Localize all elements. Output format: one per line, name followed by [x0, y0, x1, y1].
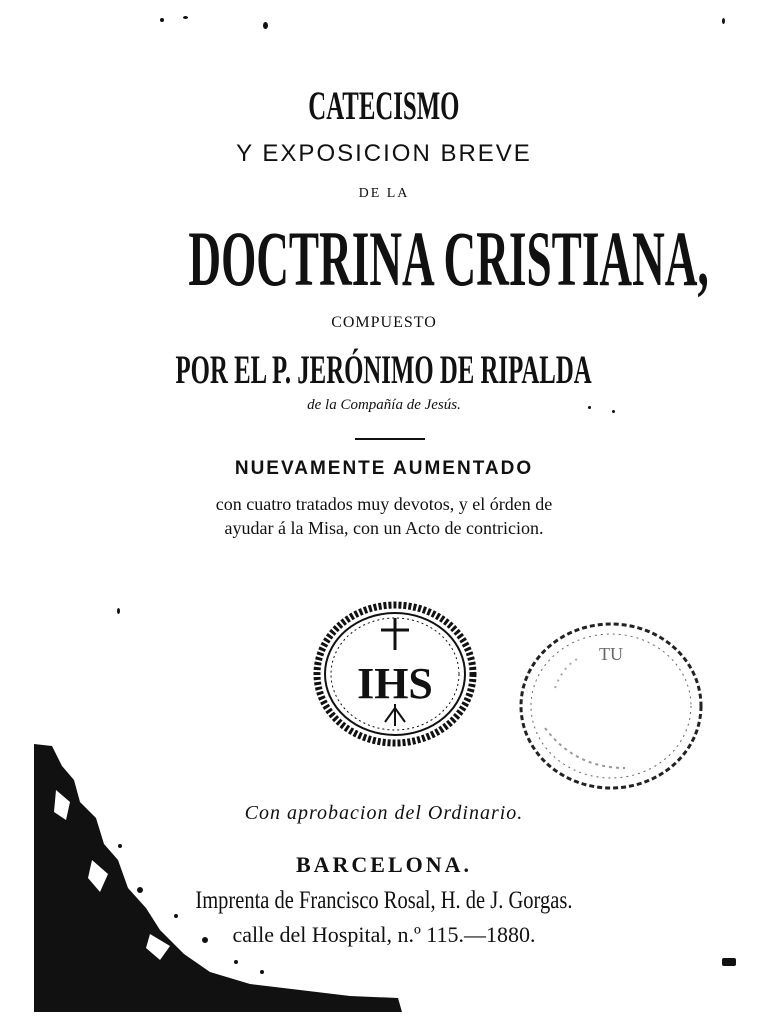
divider-rule	[355, 438, 425, 440]
title-de-la: DE LA	[358, 186, 410, 201]
author-name: POR EL P. JERÓNIMO DE RIPALDA	[175, 347, 593, 392]
author-compuesto: COMPUESTO	[331, 314, 437, 331]
author-affiliation: de la Compañía de Jesús.	[307, 397, 461, 413]
title-doctrina-cristiana: DOCTRINA CRISTIANA,	[188, 215, 709, 302]
imprint-address: calle del Hospital, n.º 115.—1880.	[232, 922, 536, 947]
seal-monogram: IHS	[357, 659, 433, 708]
scan-speck	[263, 22, 268, 29]
stamp-text: TU	[599, 644, 623, 664]
scan-speck	[117, 608, 120, 614]
scan-speck	[722, 958, 736, 966]
subtitle-line-2: ayudar á la Misa, con un Acto de contricion.	[224, 518, 544, 538]
subtitle-line-1: con cuatro tratados muy devotos, y el órden de	[215, 494, 553, 514]
library-stamp-icon	[515, 618, 707, 794]
scan-speck	[722, 18, 725, 24]
subtitle-heading: NUEVAMENTE AUMENTADO	[234, 458, 534, 479]
scan-speck	[160, 18, 164, 22]
page-damage-edge	[0, 740, 420, 1024]
approval-note: Con aprobacion del Ordinario.	[244, 802, 524, 824]
imprint-city: BARCELONA.	[295, 852, 473, 877]
title-exposicion-breve: Y EXPOSICION BREVE	[236, 140, 532, 167]
ihs-monogram-icon	[312, 600, 478, 748]
imprint-printer: Imprenta de Francisco Rosal, H. de J. Gorgas.	[195, 887, 573, 914]
scan-speck	[183, 16, 188, 19]
title-catecismo: CATECISMO	[308, 83, 460, 128]
